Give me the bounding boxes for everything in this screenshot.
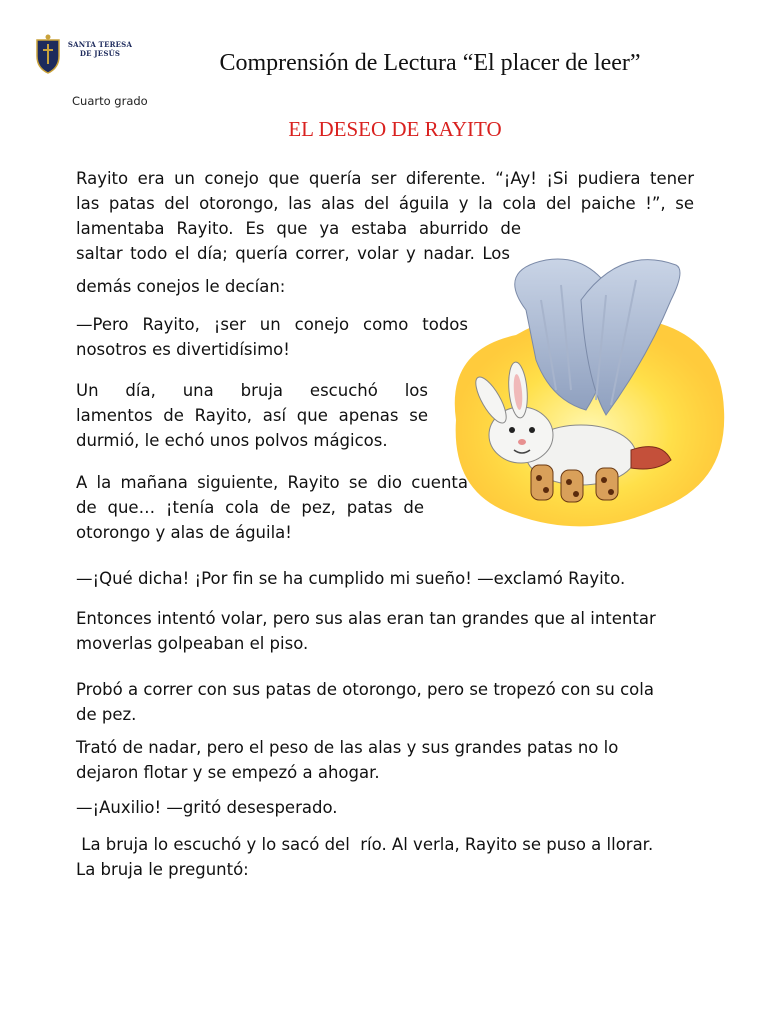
paragraph-line: lamentaba Rayito. Es que ya estaba aburrido de	[76, 219, 521, 238]
paragraph-line: otorongo y alas de águila!	[76, 523, 292, 542]
paragraph-line: lamentos de Rayito, así que apenas se	[76, 406, 428, 425]
paragraph-line: dejaron flotar y se empezó a ahogar.	[76, 763, 380, 782]
paragraph-line: —Pero Rayito, ¡ser un conejo como todos	[76, 315, 468, 334]
paragraph-line: saltar todo el día; quería correr, volar y nadar. Los	[76, 244, 510, 263]
school-name: SANTA TERESA DE JESÚS	[67, 40, 133, 58]
story-title: EL DESEO DE RAYITO	[288, 117, 502, 141]
rayito-illustration	[436, 240, 732, 544]
paragraph-line: Entonces intentó volar, pero sus alas eran tan grandes que al intentar	[76, 609, 656, 628]
winged-rabbit-icon	[436, 240, 732, 540]
paragraph-line: de que… ¡tenía cola de pez, patas de	[76, 498, 424, 517]
paragraph-line: La bruja lo escuchó y lo sacó del río. Al verla, Rayito se puso a llorar.	[76, 835, 654, 854]
paragraph-line: Un día, una bruja escuchó los	[76, 381, 428, 400]
paragraph-line: Probó a correr con sus patas de otorongo, pero se tropezó con su cola	[76, 680, 654, 699]
paragraph-line: La bruja le preguntó:	[76, 860, 249, 879]
paragraph-line: durmió, le echó unos polvos mágicos.	[76, 431, 388, 450]
page-title: Comprensión de Lectura “El placer de leer”	[219, 50, 641, 76]
paragraph-line: de pez.	[76, 705, 137, 724]
grade-label: Cuarto grado	[72, 94, 148, 108]
paragraph-line: las patas del otorongo, las alas del águila y la cola del paiche !”, se	[76, 194, 694, 213]
paragraph-line: Rayito era un conejo que quería ser diferente. “¡Ay! ¡Si pudiera tener	[76, 169, 694, 188]
paragraph-line: A la mañana siguiente, Rayito se dio cuenta	[76, 473, 468, 492]
paragraph-line: nosotros es divertidísimo!	[76, 340, 290, 359]
paragraph-5: —¡Qué dicha! ¡Por fin se ha cumplido mi sueño! —exclamó Rayito.	[76, 569, 626, 588]
paragraph-line: Trató de nadar, pero el peso de las alas y sus grandes patas no lo	[76, 738, 619, 757]
paragraph-9: —¡Auxilio! —gritó desesperado.	[76, 798, 338, 817]
paragraph-line: demás conejos le decían:	[76, 277, 286, 296]
paragraph-line: moverlas golpeaban el piso.	[76, 634, 309, 653]
